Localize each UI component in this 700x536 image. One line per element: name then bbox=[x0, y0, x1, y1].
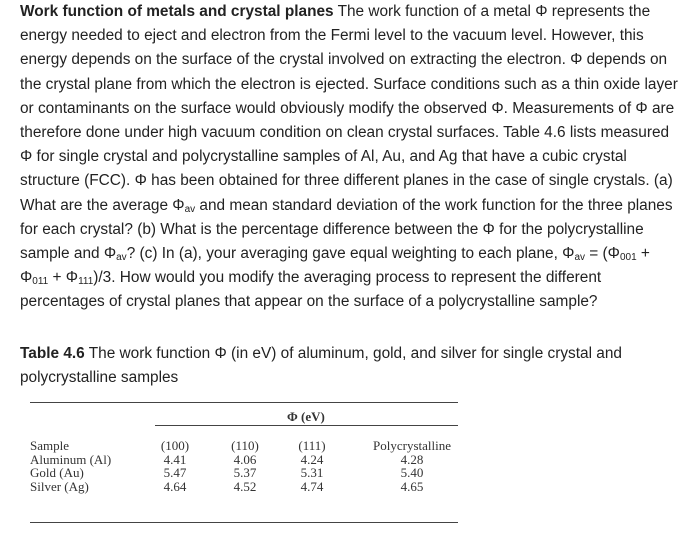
column-header: (111) bbox=[298, 438, 326, 453]
paragraph-line-12: $\Phi_{011} + \Phi_{111})/3$. How would you modify the averaging process to represent the different bbox=[20, 269, 602, 288]
table-caption: Table 4.6 The work function Φ (in eV) of aluminum, gold, and silver for single crystal and polycrystalline samples bbox=[20, 345, 622, 386]
table-header-rule bbox=[155, 425, 458, 426]
table-cell: 4.41 bbox=[163, 451, 187, 467]
paragraph-line-10: for each crystal? (b) What is the percentage difference between the Φ for the polycrystalline bbox=[20, 220, 644, 238]
paragraph-title: Work function of metals and crystal planes bbox=[20, 3, 334, 20]
paragraph-line-6: therefore done under high vacuum condition on clean crystal surfaces. Table 4.6 lists measured bbox=[20, 123, 670, 141]
paragraph-line-11: sample and $\Phi_{av}$? (c) In (a), your averaging gave equal weighting to each plane, $\Phi_{av} = (\Phi_{001}$ + bbox=[20, 244, 650, 263]
table-column-100 bbox=[155, 439, 195, 493]
table-cell: 5.47 bbox=[163, 465, 187, 480]
table-column-polycrystalline bbox=[368, 439, 456, 493]
table-cell: 4.24 bbox=[300, 451, 324, 467]
paragraph-line-1: Work function of metals and crystal planes The work function of a metal Φ represents the bbox=[20, 3, 651, 20]
table-cell: 4.52 bbox=[233, 478, 257, 494]
paragraph-line-7: Φ for single crystal and polycrystalline samples of Al, Au, and Ag that have a cubic crystal bbox=[20, 148, 627, 166]
table-cell: 5.37 bbox=[233, 465, 257, 480]
table-cell: 4.06 bbox=[233, 451, 257, 467]
table-bottom-rule bbox=[30, 522, 458, 523]
table-cell: Silver (Ag) bbox=[30, 478, 89, 494]
table-cell: 4.74 bbox=[300, 478, 324, 494]
table-label: Table 4.6 bbox=[20, 345, 85, 362]
paragraph-line-2: energy needed to eject and electron from the Fermi level to the vacuum level. However, this bbox=[20, 27, 644, 45]
table-cell: 4.28 bbox=[400, 451, 424, 467]
table-column-111 bbox=[292, 439, 332, 493]
table-cell: Gold (Au) bbox=[30, 465, 84, 480]
table-cell: Aluminum (Al) bbox=[30, 451, 112, 467]
paragraph-line-13: percentages of crystal planes that appear on the surface of a polycrystalline sample? bbox=[20, 293, 598, 311]
table-top-rule bbox=[30, 402, 458, 403]
column-header: (110) bbox=[231, 438, 259, 453]
table-column-sample bbox=[30, 439, 111, 493]
table-column-110 bbox=[225, 439, 265, 493]
paragraph-line-5: or contaminants on the surface would obviously modify the observed Φ. Measurements of Φ are bbox=[20, 99, 675, 117]
column-header: Polycrystalline bbox=[373, 438, 451, 453]
problem-paragraph bbox=[20, 0, 700, 314]
paragraph-line-9: What are the average $\Phi_{av}$ and mean standard deviation of the work function for the three planes bbox=[20, 196, 673, 215]
table-group-header: Φ (eV) bbox=[287, 409, 325, 424]
table-cell: 5.31 bbox=[300, 465, 324, 480]
table-cell: 5.40 bbox=[400, 465, 424, 480]
column-header: (100) bbox=[160, 438, 190, 453]
table-cell: 4.65 bbox=[400, 478, 424, 494]
column-header: Sample bbox=[30, 438, 69, 453]
table-cell: 4.64 bbox=[163, 478, 187, 494]
paragraph-line-4: the crystal plane from which the electron is ejected. Surface conditions such as a thin oxide layer bbox=[20, 75, 678, 93]
paragraph-line-3: energy depends on the surface of the crystal involved on extracting the electron. Φ depends on bbox=[20, 51, 668, 69]
paragraph-line-8: structure (FCC). Φ has been obtained for three different planes in the case of single crystals. (a) bbox=[20, 172, 673, 190]
